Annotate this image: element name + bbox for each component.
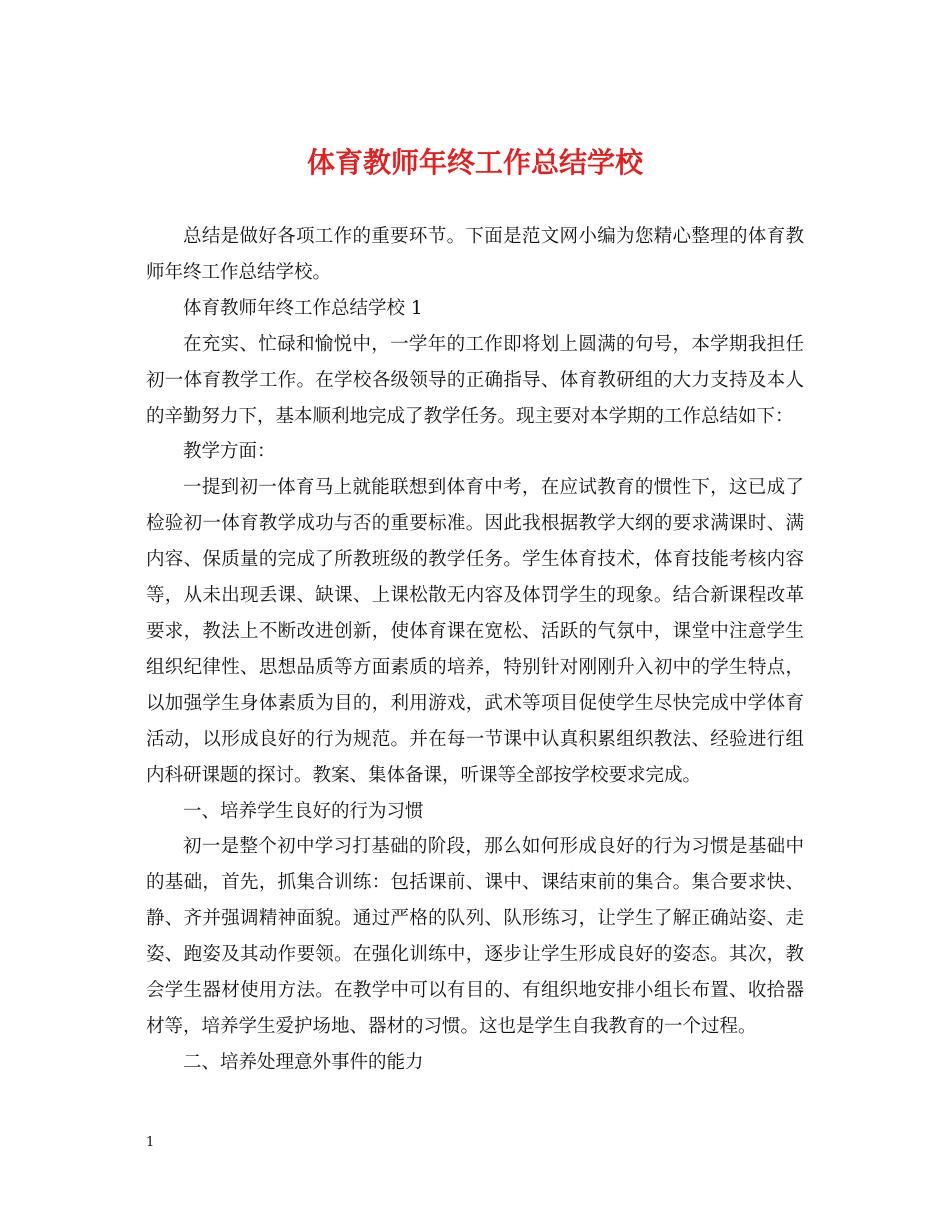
document-body <box>146 219 804 1081</box>
body-paragraph: 在充实、忙碌和愉悦中，一学年的工作即将划上圆满的句号，本学期我担任初一体育教学工作。在学校各级领导的正确指导、体育教研组的大力支持及本人的辛勤努力下，基本顺利地完成了教学任务。现主要对本学期的工作总结如下： <box>146 333 804 427</box>
body-paragraph: 一提到初一体育马上就能联想到体育中考，在应试教育的惯性下，这已成了检验初一体育教学成功与否的重要标准。因此我根据教学大纲的要求满课时、满内容、保质量的完成了所教班级的教学任务。学生体育技术，体育技能考核内容等，从未出现丢课、缺课、上课松散无内容及体罚学生的现象。结合新课程改革要求，教法上不断改进创新，使体育课在宽松、活跃的气氛中，课堂中注意学生组织纪律性、思想品质等方面素质的培养，特别针对刚刚升入初中的学生特点，以加强学生身体素质为目的，利用游戏，武术等项目促使学生尽快完成中学体育活动，以形成良好的行为规范。并在每一节课中认真积累组织教法、经验进行组内科研课题的探讨。教案、集体备课，听课等全部按学校要求完成。 <box>146 477 804 786</box>
section-heading: 教学方面： <box>183 441 276 463</box>
page-number: 1 <box>146 1135 155 1150</box>
body-paragraph: 初一是整个初中学习打基础的阶段，那么如何形成良好的行为习惯是基础中的基础，首先，抓集合训练：包括课前、课中、课结束前的集合。集合要求快、静、齐并强调精神面貌。通过严格的队列、队形练习，让学生了解正确站姿、走姿、跑姿及其动作要领。在强化训练中，逐步让学生形成良好的姿态。其次，教会学生器材使用方法。在教学中可以有目的、有组织地安排小组长布置、收拾器材等，培养学生爱护场地、器材的习惯。这也是学生自我教育的一个过程。 <box>146 836 804 1037</box>
section-heading: 一、培养学生良好的行为习惯 <box>183 800 424 822</box>
intro-paragraph: 总结是做好各项工作的重要环节。下面是范文网小编为您精心整理的体育教师年终工作总结学校。 <box>146 226 804 283</box>
section-heading: 二、培养处理意外事件的能力 <box>183 1051 424 1073</box>
document-title: 体育教师年终工作总结学校 <box>306 146 643 179</box>
section-heading: 体育教师年终工作总结学校 1 <box>183 297 423 319</box>
